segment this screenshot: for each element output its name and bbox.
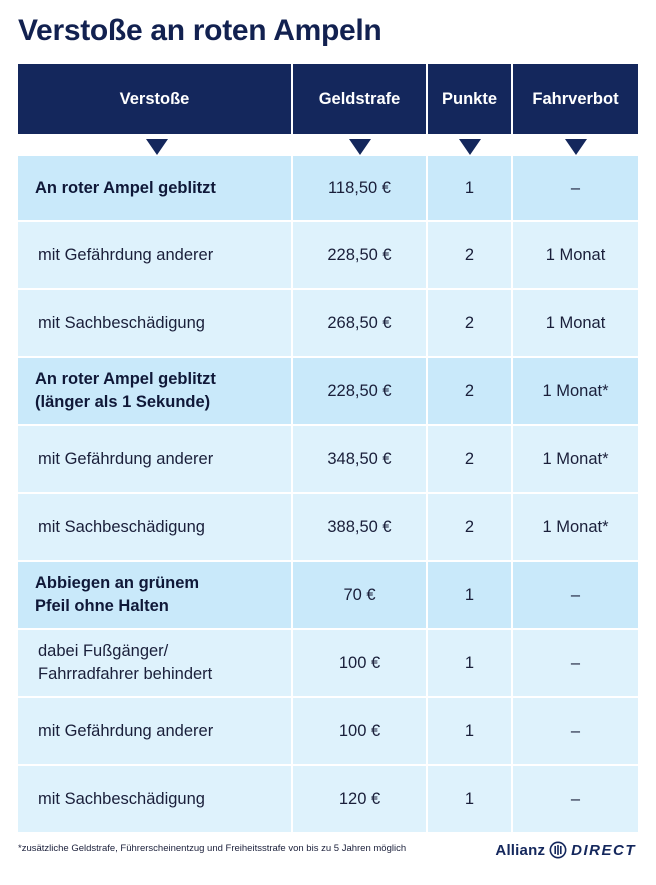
ban-cell: – [513, 562, 638, 630]
arrow-down-icon [459, 139, 481, 155]
header-fine: Geldstrafe [293, 64, 426, 134]
offense-cell: An roter Ampel geblitzt [18, 156, 291, 222]
fine-cell: 228,50 € [293, 358, 426, 426]
fine-cell: 100 € [293, 630, 426, 698]
points-cell: 2 [428, 358, 511, 426]
fine-cell: 228,50 € [293, 222, 426, 290]
ban-cell: 1 Monat [513, 222, 638, 290]
ban-cell: – [513, 766, 638, 834]
points-cell: 1 [428, 630, 511, 698]
fine-cell: 100 € [293, 698, 426, 766]
points-cell: 1 [428, 766, 511, 834]
allianz-eagle-icon [549, 841, 567, 859]
offense-cell: mit Sachbeschädigung [18, 766, 291, 834]
offense-cell: mit Gefährdung anderer [18, 698, 291, 766]
penalty-table [18, 64, 635, 834]
logo-brand: Allianz [495, 841, 546, 859]
offense-cell: mit Sachbeschädigung [18, 494, 291, 562]
fine-cell: 120 € [293, 766, 426, 834]
fine-cell: 348,50 € [293, 426, 426, 494]
offense-cell: mit Gefährdung anderer [18, 426, 291, 494]
points-cell: 1 [428, 562, 511, 630]
arrow-down-icon [146, 139, 168, 155]
ban-cell: 1 Monat [513, 290, 638, 358]
points-cell: 1 [428, 698, 511, 766]
offense-cell: An roter Ampel geblitzt (länger als 1 Sekunde) [18, 358, 291, 426]
points-cell: 2 [428, 290, 511, 358]
ban-cell: 1 Monat* [513, 494, 638, 562]
offense-cell: Abbiegen an grünem Pfeil ohne Halten [18, 562, 291, 630]
points-cell: 2 [428, 426, 511, 494]
footnote: *zusätzliche Geldstrafe, Führerscheinentzug und Freiheitsstrafe von bis zu 5 Jahren möglich [18, 843, 407, 854]
arrow-down-icon [349, 139, 371, 155]
ban-cell: 1 Monat* [513, 426, 638, 494]
ban-cell: – [513, 630, 638, 698]
page-title: Verstoße an roten Ampeln [18, 14, 382, 47]
points-cell: 2 [428, 222, 511, 290]
arrow-down-icon [565, 139, 587, 155]
offense-cell: dabei Fußgänger/ Fahrradfahrer behindert [18, 630, 291, 698]
logo-product: DIRECT [571, 841, 636, 859]
header-points: Punkte [428, 64, 511, 134]
allianz-direct-logo [495, 841, 636, 859]
ban-cell: – [513, 156, 638, 222]
points-cell: 1 [428, 156, 511, 222]
points-cell: 2 [428, 494, 511, 562]
ban-cell: 1 Monat* [513, 358, 638, 426]
header-ban: Fahrverbot [513, 64, 638, 134]
fine-cell: 118,50 € [293, 156, 426, 222]
offense-cell: mit Gefährdung anderer [18, 222, 291, 290]
header-offense: Verstoße [18, 64, 291, 134]
fine-cell: 388,50 € [293, 494, 426, 562]
offense-cell: mit Sachbeschädigung [18, 290, 291, 358]
fine-cell: 268,50 € [293, 290, 426, 358]
ban-cell: – [513, 698, 638, 766]
fine-cell: 70 € [293, 562, 426, 630]
